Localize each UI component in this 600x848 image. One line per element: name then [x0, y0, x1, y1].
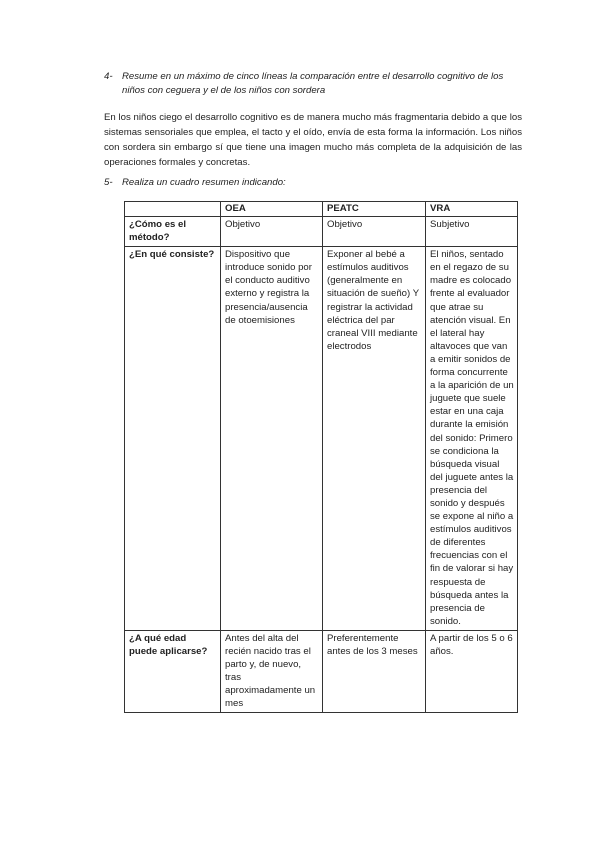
- question-4-text: Resume en un máximo de cinco líneas la comparación entre el desarrollo cognitivo de los niños con ceguera y el de los niños con sordera: [122, 71, 504, 96]
- cell-vra-method: Subjetivo: [426, 217, 518, 247]
- summary-table: [124, 201, 518, 713]
- row-label-method: ¿Cómo es el método?: [125, 217, 221, 247]
- row-label-age: ¿A qué edad puede aplicarse?: [125, 630, 221, 713]
- cell-peatc-consists: Exponer al bebé a estímulos auditivos (generalmente en situación de sueño) Y registrar la actividad eléctrica del par craneal VIII mediante electrodos: [323, 247, 426, 631]
- table-row: [125, 247, 518, 631]
- table-row: [125, 217, 518, 247]
- table-header-row: [125, 202, 518, 217]
- cell-oea-method: Objetivo: [221, 217, 323, 247]
- cell-oea-consists: Dispositivo que introduce sonido por el conducto auditivo externo y registra la presencia/ausencia de otoemisiones: [221, 247, 323, 631]
- cell-vra-age: A partir de los 5 o 6 años.: [426, 630, 518, 713]
- answer-4-paragraph: En los niños ciego el desarrollo cognitivo es de manera mucho más fragmentaria debido a que los sistemas sensoriales que emplea, el tacto y el oído, envía de esta forma la información. Los niños con sordera sin embargo sí que tiene una imagen mucho más completa de la adquisición de las operaciones formales y concretas.: [104, 112, 522, 168]
- cell-vra-consists: El niños, sentado en el regazo de su madre es colocado frente al evaluador que atrae su atención visual. En el lateral hay altavoces que van a emitir sonidos de forma concurrente a la aparición de un juguete que suele estar en una caja durante la emisión del sonido: Primero se condiciona la búsqueda visual del juguete antes la presencia del sonido y después se expone al niño a estímulos auditivos de diferentes frecuencias con el fin de valorar si hay respuesta de búsqueda antes la presencia de sonido.: [426, 247, 518, 631]
- row-label-consists: ¿En qué consiste?: [125, 247, 221, 631]
- cell-peatc-method: Objetivo: [323, 217, 426, 247]
- cell-peatc-age: Preferentemente antes de los 3 meses: [323, 630, 426, 713]
- header-peatc: PEATC: [323, 202, 426, 217]
- header-oea: OEA: [221, 202, 323, 217]
- cell-oea-age: Antes del alta del recién nacido tras el parto y, de nuevo, tras aproximadamente un mes: [221, 630, 323, 713]
- question-4-number: 4-: [104, 71, 113, 82]
- question-5-text: Realiza un cuadro resumen indicando:: [122, 177, 286, 188]
- header-empty-cell: [125, 202, 221, 217]
- table-row: [125, 630, 518, 713]
- header-vra: VRA: [426, 202, 518, 217]
- question-5-number: 5-: [104, 177, 113, 188]
